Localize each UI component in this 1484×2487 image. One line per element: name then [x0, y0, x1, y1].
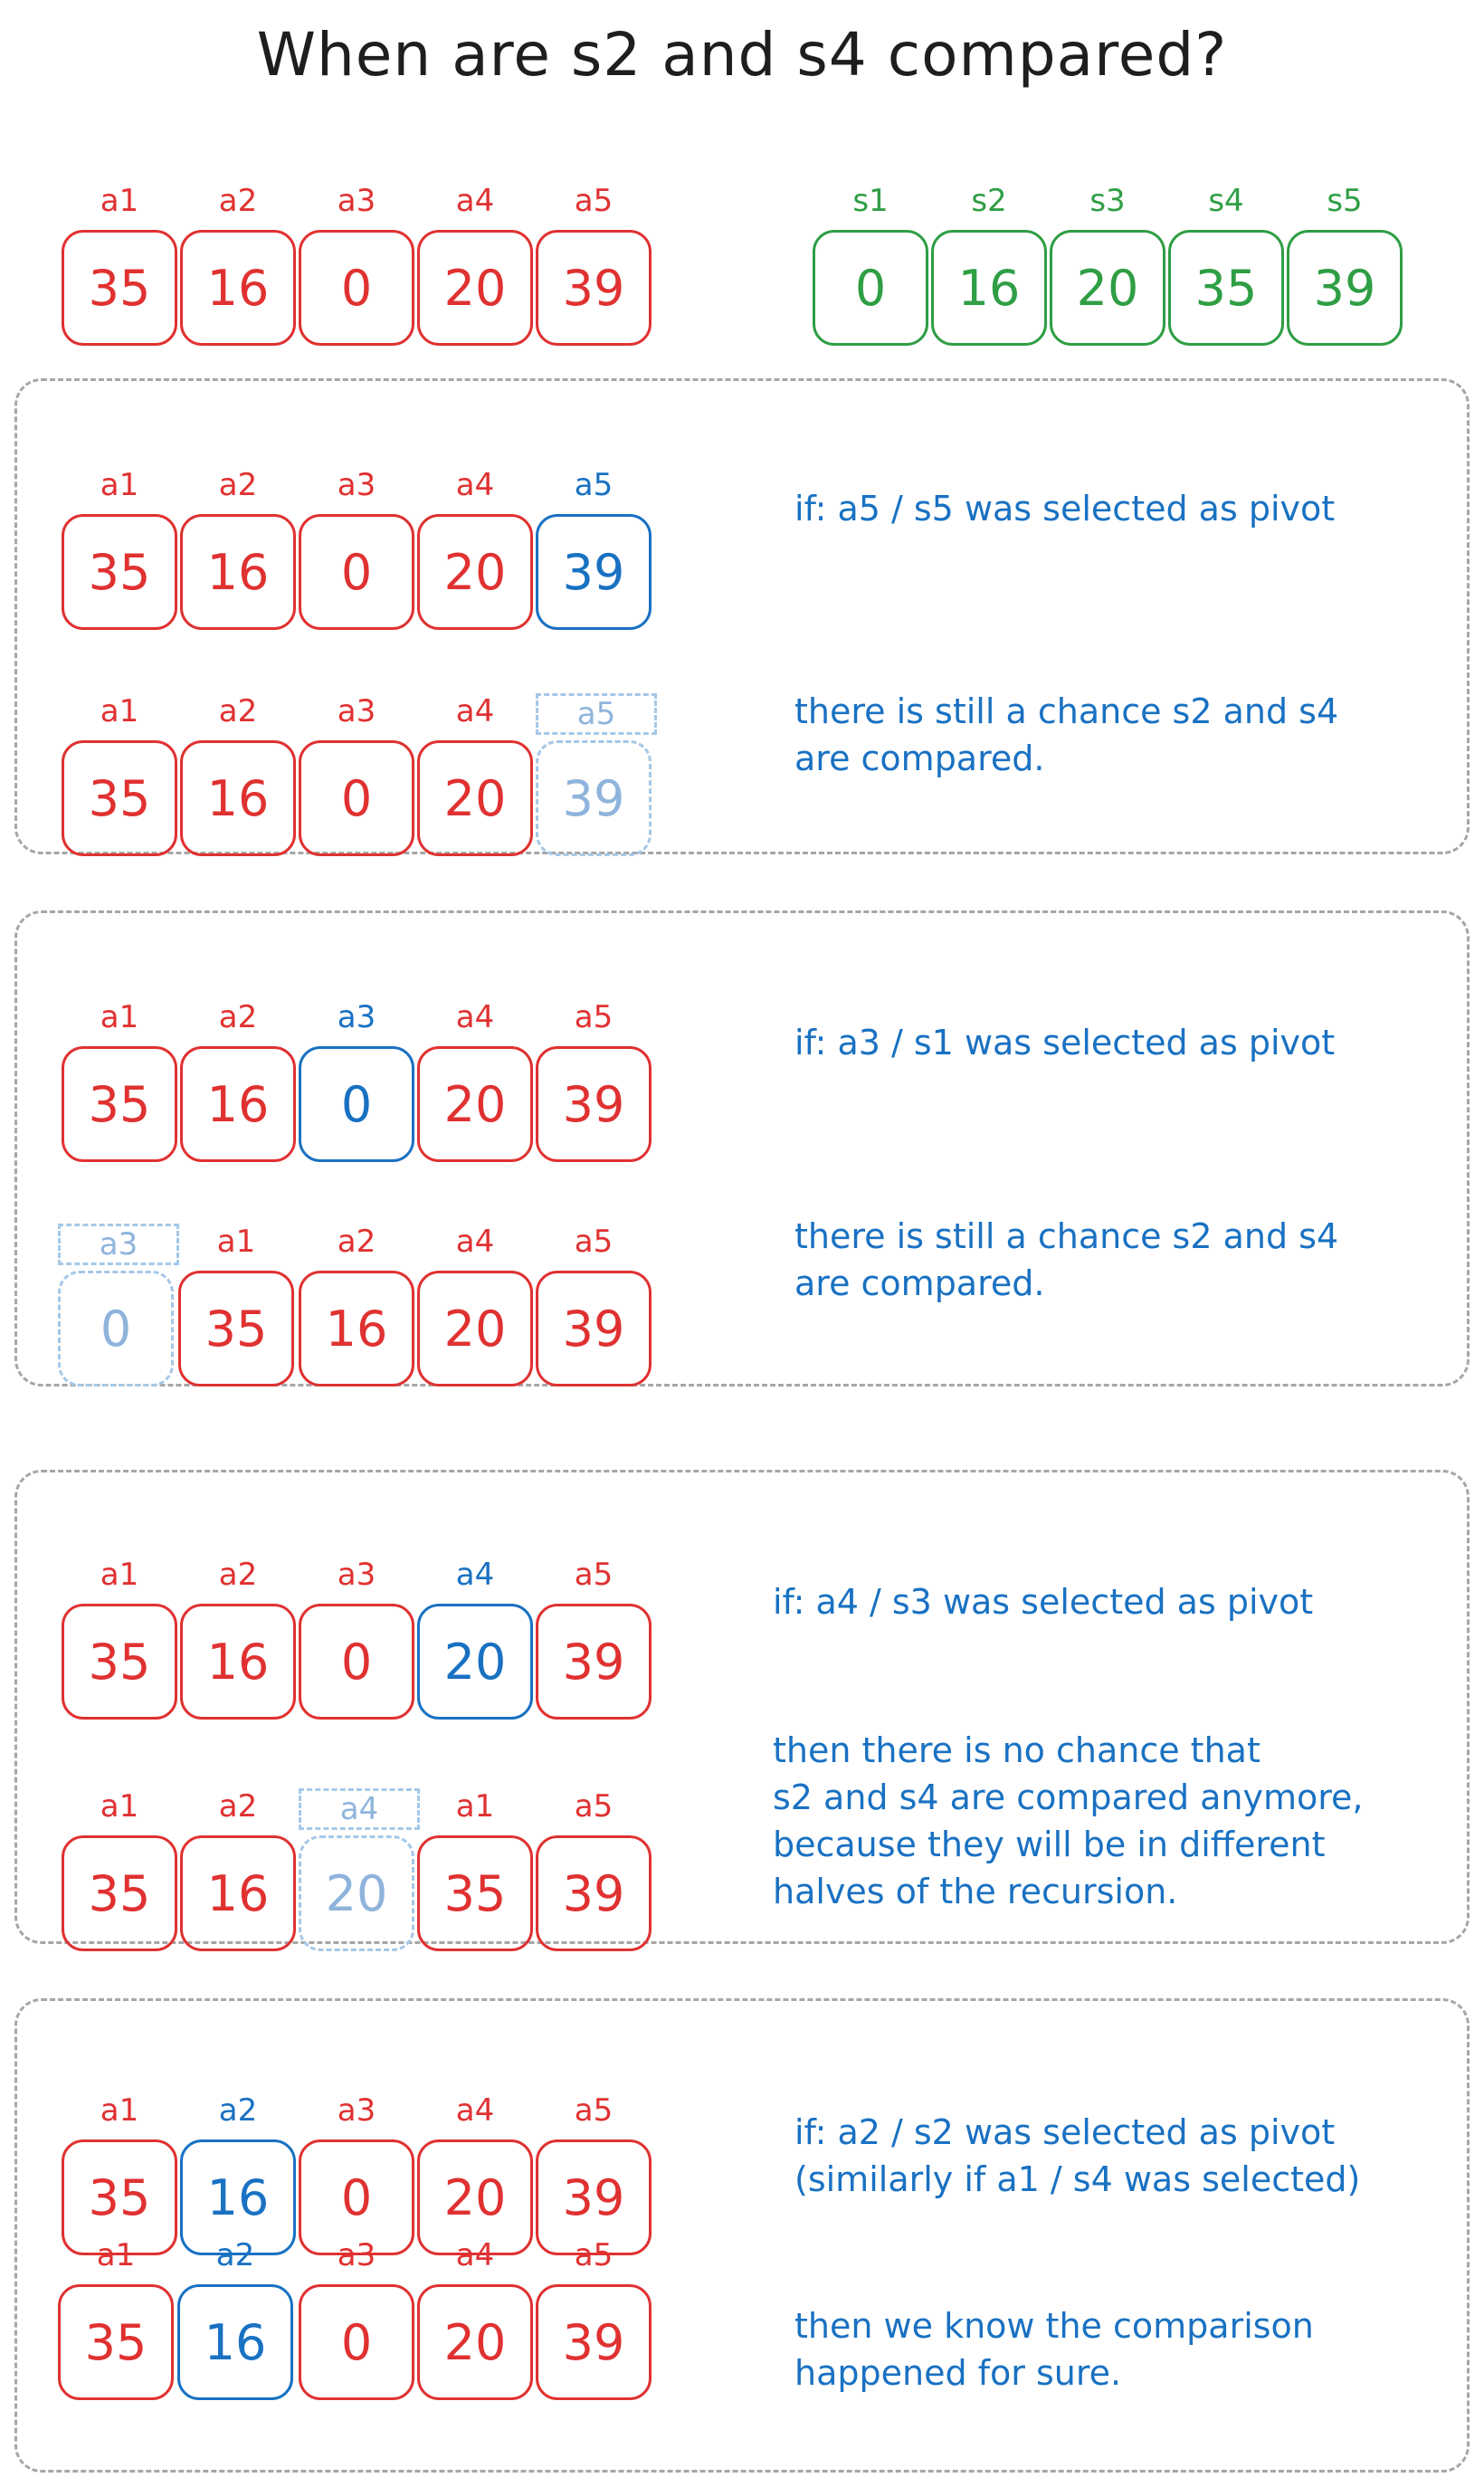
scenario-note: if: a2 / s2 was selected as pivot (similarly if a1 / s4 was selected) [794, 2112, 1361, 2199]
cell-label: a4 [455, 1224, 495, 1260]
cell-value: 20 [443, 543, 507, 601]
array-cell [177, 2284, 293, 2400]
array-cell [62, 1046, 177, 1162]
cell-value: 0 [340, 2313, 373, 2371]
array-cell [180, 1046, 296, 1162]
cell-label: s3 [1089, 183, 1126, 219]
cell-label: a4 [455, 2237, 495, 2273]
cell-value: 39 [562, 2313, 625, 2371]
array-cell [62, 230, 177, 346]
array-cell [178, 1271, 294, 1386]
array-cell [299, 1604, 414, 1720]
cell-value: 20 [443, 1633, 507, 1691]
cell-value: 39 [562, 1300, 625, 1358]
cell-value: 0 [340, 543, 373, 601]
cell-label: a2 [218, 1557, 258, 1593]
cell-label: a1 [100, 183, 139, 219]
array-cell [180, 514, 296, 630]
array-cell [417, 514, 533, 630]
cell-label: s5 [1327, 183, 1363, 219]
scenario-note: if: a5 / s5 was selected as pivot [794, 489, 1336, 529]
cell-value: 35 [88, 769, 151, 827]
cell-value: 16 [206, 259, 270, 317]
cell-label: a1 [100, 467, 139, 503]
page-title: When are s2 and s4 compared? [256, 20, 1228, 90]
array-cell [813, 230, 928, 346]
array-cell [58, 1271, 174, 1386]
array-cell [536, 230, 652, 346]
cell-label: a1 [100, 693, 139, 729]
cell-value: 16 [206, 1633, 270, 1691]
array-cell [417, 1835, 533, 1951]
cell-value: 35 [88, 543, 151, 601]
cell-label: a5 [574, 2092, 614, 2129]
cell-value: 0 [340, 1075, 373, 1133]
cell-value: 20 [443, 1300, 507, 1358]
cell-label: a2 [218, 2092, 258, 2129]
cell-value: 35 [84, 2313, 147, 2371]
cell-value: 39 [562, 769, 625, 827]
cell-label: a3 [337, 2092, 376, 2129]
array-cell [299, 2284, 414, 2400]
array-cell [180, 1835, 296, 1951]
scenario-note: then there is no chance that s2 and s4 are compared anymore, because they will be in different halves of the recursion. [773, 1730, 1364, 1911]
cell-value: 16 [204, 2313, 267, 2371]
array-cell [1287, 230, 1403, 346]
cell-label: s1 [852, 183, 889, 219]
cell-value: 16 [957, 259, 1021, 317]
cell-value: 39 [1313, 259, 1376, 317]
cell-value: 16 [206, 1075, 270, 1133]
cell-label: a4 [455, 2092, 495, 2129]
cell-value: 0 [340, 769, 373, 827]
array-cell [180, 230, 296, 346]
array-cell [536, 1835, 652, 1951]
array-cell [417, 1604, 533, 1720]
cell-value: 20 [443, 259, 507, 317]
cell-value: 35 [88, 2168, 151, 2226]
array-cell [1168, 230, 1284, 346]
cell-value: 16 [325, 1300, 388, 1358]
cell-label: s2 [971, 183, 1007, 219]
cell-value: 0 [340, 259, 373, 317]
cell-value: 16 [206, 769, 270, 827]
array-cell [299, 1271, 414, 1386]
cell-label: a3 [337, 183, 376, 219]
cell-value: 20 [1076, 259, 1139, 317]
array-cell [62, 514, 177, 630]
cell-label: a2 [218, 1788, 258, 1825]
cell-value: 35 [1194, 259, 1258, 317]
cell-label: a3 [337, 1557, 376, 1593]
cell-label: a2 [215, 2237, 255, 2273]
cell-label: a1 [100, 1557, 139, 1593]
cell-value: 0 [340, 1633, 373, 1691]
cell-value: 20 [443, 2168, 507, 2226]
cell-label: a5 [536, 693, 657, 735]
array-cell [62, 1604, 177, 1720]
cell-value: 16 [206, 1864, 270, 1922]
cell-value: 0 [854, 259, 887, 317]
cell-value: 39 [562, 259, 625, 317]
cell-value: 39 [562, 543, 625, 601]
cell-label: a4 [455, 999, 495, 1035]
cell-value: 35 [88, 1633, 151, 1691]
array-cell [417, 2284, 533, 2400]
array-cell [299, 230, 414, 346]
cell-label: a4 [455, 183, 495, 219]
cell-label: a2 [218, 999, 258, 1035]
cell-label: a2 [218, 467, 258, 503]
cell-label: a3 [337, 999, 376, 1035]
scenario-note: there is still a chance s2 and s4 are compared. [794, 1216, 1339, 1303]
cell-value: 16 [206, 543, 270, 601]
array-cell [180, 1604, 296, 1720]
array-cell [536, 514, 652, 630]
scenario-note: then we know the comparison happened for sure. [794, 2306, 1314, 2393]
array-cell [417, 1046, 533, 1162]
cell-label: a5 [574, 999, 614, 1035]
scenario-note: there is still a chance s2 and s4 are compared. [794, 691, 1339, 778]
cell-value: 16 [206, 2168, 270, 2226]
cell-value: 39 [562, 1864, 625, 1922]
array-cell [417, 740, 533, 856]
array-cell [1050, 230, 1165, 346]
array-cell [299, 1835, 414, 1951]
cell-label: a5 [574, 1788, 614, 1825]
scenario-note: if: a4 / s3 was selected as pivot [773, 1582, 1314, 1622]
cell-value: 0 [340, 2168, 373, 2226]
cell-label: a2 [218, 183, 258, 219]
cell-value: 35 [88, 259, 151, 317]
array-cell [536, 1271, 652, 1386]
array-cell [299, 740, 414, 856]
array-cell [62, 740, 177, 856]
array-cell [62, 1835, 177, 1951]
cell-label: a4 [455, 1557, 495, 1593]
cell-value: 35 [205, 1300, 268, 1358]
cell-label: a1 [100, 1788, 139, 1825]
cell-label: a1 [455, 1788, 495, 1825]
cell-value: 20 [325, 1864, 388, 1922]
cell-label: s4 [1208, 183, 1244, 219]
cell-label: a3 [58, 1224, 179, 1265]
cell-value: 35 [88, 1864, 151, 1922]
array-cell [417, 230, 533, 346]
cell-label: a5 [574, 1557, 614, 1593]
array-cell [536, 1604, 652, 1720]
cell-label: a5 [574, 2237, 614, 2273]
array-cell [417, 1271, 533, 1386]
cell-label: a5 [574, 467, 614, 503]
array-cell [931, 230, 1047, 346]
array-cell [536, 740, 652, 856]
scenario-note: if: a3 / s1 was selected as pivot [794, 1023, 1336, 1062]
cell-label: a1 [100, 2092, 139, 2129]
cell-label: a3 [337, 467, 376, 503]
cell-value: 20 [443, 2313, 507, 2371]
array-cell [180, 740, 296, 856]
cell-label: a3 [337, 693, 376, 729]
cell-label: a1 [100, 999, 139, 1035]
array-cell [536, 2284, 652, 2400]
array-cell [58, 2284, 174, 2400]
array-cell [299, 1046, 414, 1162]
cell-value: 35 [443, 1864, 507, 1922]
cell-label: a4 [299, 1788, 420, 1830]
cell-label: a2 [218, 693, 258, 729]
cell-label: a2 [337, 1224, 376, 1260]
cell-value: 39 [562, 1075, 625, 1133]
cell-label: a5 [574, 1224, 614, 1260]
cell-value: 20 [443, 1075, 507, 1133]
cell-label: a3 [337, 2237, 376, 2273]
array-cell [536, 1046, 652, 1162]
cell-value: 39 [562, 1633, 625, 1691]
cell-label: a5 [574, 183, 614, 219]
cell-value: 20 [443, 769, 507, 827]
cell-value: 39 [562, 2168, 625, 2226]
cell-label: a4 [455, 467, 495, 503]
cell-value: 35 [88, 1075, 151, 1133]
cell-label: a1 [96, 2237, 136, 2273]
cell-label: a1 [216, 1224, 256, 1260]
cell-value: 0 [100, 1300, 132, 1358]
array-cell [299, 514, 414, 630]
cell-label: a4 [455, 693, 495, 729]
